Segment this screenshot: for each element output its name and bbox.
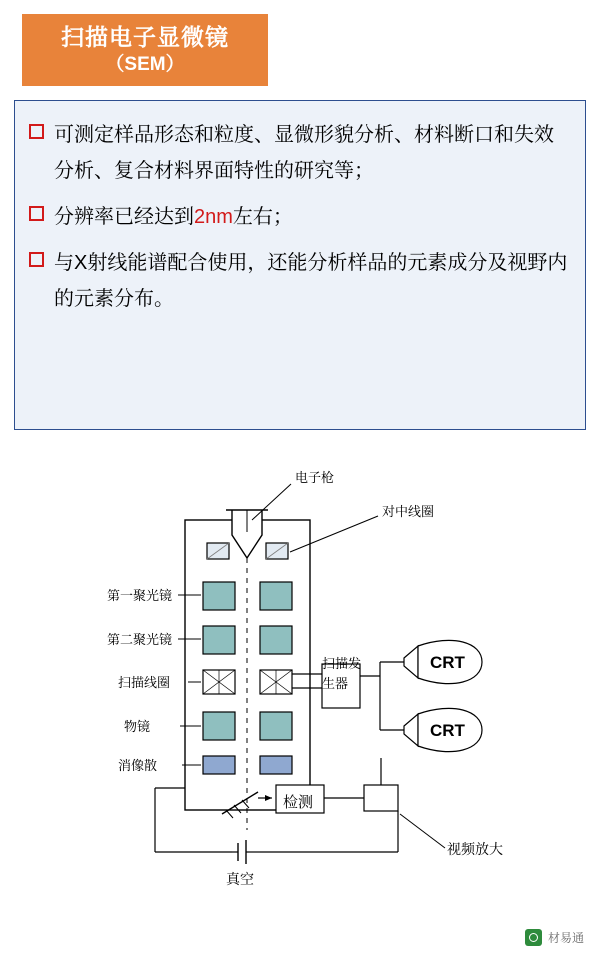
sem-schematic-diagram <box>0 440 600 910</box>
bullet-item-3 <box>29 245 571 317</box>
bullet-text-2-post: 左右； <box>232 206 293 228</box>
label-condenser-1: 第一聚光镜 <box>107 588 173 603</box>
label-electron-gun: 电子枪 <box>295 470 335 485</box>
label-condenser-2: 第二聚光镜 <box>107 632 173 647</box>
slide-title <box>22 14 268 86</box>
label-crt-1: CRT <box>430 653 465 672</box>
bullet-square-icon <box>29 206 44 221</box>
label-crt-2: CRT <box>430 721 465 740</box>
bullet-text-2-pre: 分辨率已经达到 <box>54 206 194 228</box>
bullet-text-2-highlight: 2nm <box>194 206 233 228</box>
bullet-item-1 <box>29 117 571 189</box>
label-stigmator: 消像散 <box>118 758 158 773</box>
bullet-text-3: 与X射线能谱配合使用，还能分析样品的元素成分及视野内的元素分布。 <box>54 252 568 310</box>
label-scan-generator-line1: 扫描发 <box>322 656 362 671</box>
label-detector: 检测 <box>283 794 314 811</box>
label-video-amp: 视频放大 <box>447 841 503 857</box>
bullet-square-icon <box>29 252 44 267</box>
footer-text: 材易通 <box>547 931 584 945</box>
label-alignment-coil: 对中线圈 <box>382 504 435 519</box>
label-scan-coil: 扫描线圈 <box>118 675 171 690</box>
title-line-2: （SEM） <box>105 54 185 75</box>
label-scan-generator-line2: 生器 <box>322 676 349 691</box>
label-objective: 物镜 <box>124 719 151 734</box>
wechat-logo-icon <box>525 929 542 946</box>
label-vacuum: 真空 <box>226 871 254 887</box>
bullet-text-2 <box>54 199 571 235</box>
bullet-item-2 <box>29 199 571 235</box>
bullet-square-icon <box>29 124 44 139</box>
bullet-panel <box>14 100 586 430</box>
bullet-text-1: 可测定样品形态和粒度、显微形貌分析、材料断口和失效分析、复合材料界面特性的研究等； <box>54 124 554 182</box>
title-line-1: 扫描电子显微镜 <box>61 24 229 50</box>
footer-watermark <box>525 929 584 946</box>
